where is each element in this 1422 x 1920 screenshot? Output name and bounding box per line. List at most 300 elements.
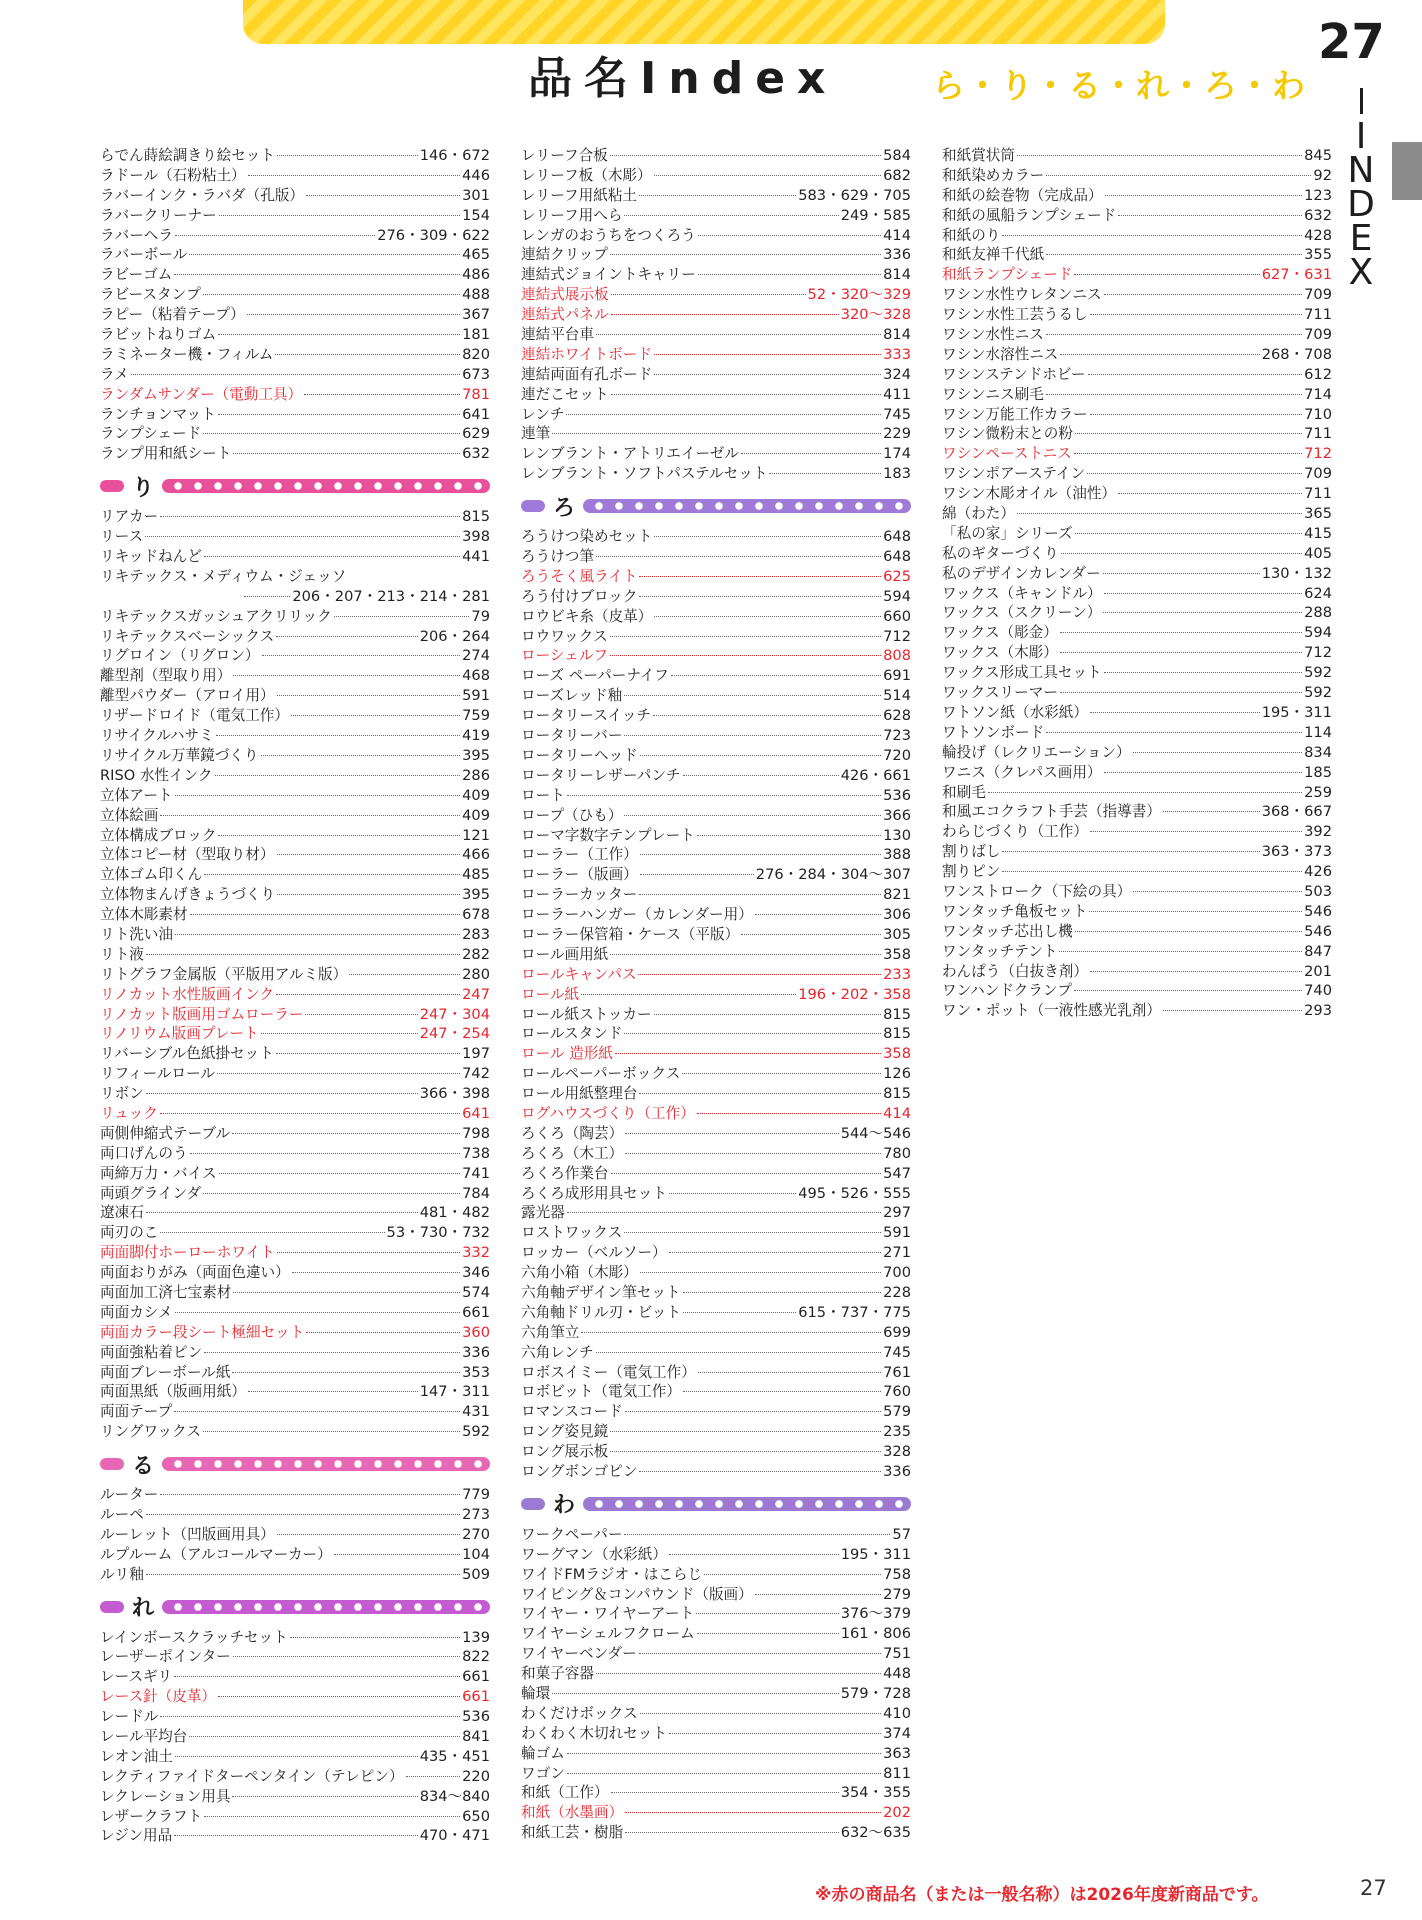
index-entry — [100, 1826, 490, 1846]
entry-name: ろくろ（陶芸） — [521, 1124, 624, 1142]
dot-leader — [131, 374, 460, 375]
entry-page: 79 — [471, 607, 490, 625]
entry-page: 594 — [883, 587, 911, 605]
entry-name: レンブラント・アトリエイーゼル — [521, 445, 739, 463]
entry-page: 409 — [462, 786, 490, 804]
entry-name: ワイドFMラジオ・はこらじ — [521, 1565, 703, 1583]
dot-leader — [611, 394, 882, 395]
index-entry — [521, 226, 911, 246]
dot-leader — [610, 636, 881, 637]
index-entry — [942, 643, 1332, 663]
entry-name: ルプルーム（アルコールマーカー） — [100, 1545, 332, 1563]
entry-page: 624 — [1304, 584, 1332, 602]
entry-page: 305 — [883, 925, 911, 943]
dot-leader — [1104, 294, 1303, 295]
dot-leader — [276, 636, 417, 637]
dot-leader — [189, 254, 460, 255]
dot-leader — [305, 1014, 417, 1015]
entry-name: 輪環 — [521, 1685, 551, 1703]
dot-leader — [1075, 533, 1303, 534]
dot-leader — [290, 1637, 460, 1638]
entry-name: 連結式パネル — [521, 306, 609, 324]
index-entry-new — [521, 305, 911, 325]
index-entry — [521, 587, 911, 607]
index-entry — [100, 265, 490, 285]
entry-name: リュック — [100, 1104, 158, 1122]
index-entry — [100, 166, 490, 186]
entry-page: 625 — [883, 567, 911, 585]
index-entry — [521, 746, 911, 766]
dot-leader — [204, 874, 460, 875]
dot-leader — [596, 334, 881, 335]
dot-leader — [624, 695, 881, 696]
entry-page: 161・806 — [840, 1625, 911, 1643]
index-entry — [100, 1283, 490, 1303]
vertical-bar — [1360, 88, 1363, 114]
index-entry — [521, 385, 911, 405]
index-column-3 — [942, 146, 1332, 1021]
dot-leader — [639, 1471, 881, 1472]
entry-name: ロールペーパーボックス — [521, 1065, 681, 1083]
entry-name: リース — [100, 528, 144, 546]
index-entry — [942, 325, 1332, 345]
dot-leader — [175, 1756, 418, 1757]
entry-name: 両面黒紙（版画用紙） — [100, 1383, 246, 1401]
dot-leader — [204, 1352, 460, 1353]
entry-name: レジン用品 — [100, 1827, 173, 1845]
entry-name: ロート — [521, 786, 565, 804]
section-header — [521, 486, 911, 526]
dot-leader — [669, 1193, 796, 1194]
entry-page: 632 — [462, 445, 490, 463]
dot-leader — [567, 795, 881, 796]
entry-page: 274 — [462, 647, 490, 665]
dot-leader — [611, 1792, 839, 1793]
side-tab[interactable] — [1392, 142, 1422, 200]
index-entry — [100, 806, 490, 826]
entry-page: 328 — [883, 1443, 911, 1461]
entry-page: 268・708 — [1261, 345, 1332, 363]
dot-leader — [203, 433, 460, 434]
entry-name: リノカット版画用ゴムローラー — [100, 1005, 304, 1023]
entry-page: 641 — [462, 405, 490, 423]
entry-page: 592 — [462, 1423, 490, 1441]
section-header — [100, 466, 490, 506]
entry-name: ローラー保管箱・ケース（平版） — [521, 925, 740, 943]
entry-name: リバーシブル色紙掛セット — [100, 1045, 274, 1063]
entry-name: ワンストローク（下絵の具） — [942, 882, 1132, 900]
dot-leader — [233, 675, 460, 676]
dot-leader — [596, 1352, 882, 1353]
dot-leader — [639, 1093, 881, 1094]
dot-leader — [669, 1733, 881, 1734]
entry-page: 247・254 — [419, 1025, 490, 1043]
index-entry — [942, 802, 1332, 822]
index-entry — [521, 1164, 911, 1184]
entry-name: 立体物まんげきょうづくり — [100, 886, 276, 904]
entry-name: 両面テープ — [100, 1403, 173, 1421]
entry-page: 648 — [883, 548, 911, 566]
entry-page: 376〜379 — [840, 1605, 911, 1623]
index-entry — [521, 865, 911, 885]
entry-name: ワトソンボード — [942, 723, 1045, 741]
dot-leader — [175, 934, 460, 935]
index-entry — [942, 385, 1332, 405]
index-entry — [521, 444, 911, 464]
dot-leader — [610, 954, 881, 955]
index-entry — [100, 627, 490, 647]
dot-leader — [1074, 990, 1302, 991]
dot-leader — [1090, 414, 1303, 415]
entry-name: レール平均台 — [100, 1728, 188, 1746]
dot-leader — [292, 1272, 460, 1273]
section-letter: わ — [553, 1493, 576, 1519]
entry-page: 612 — [1304, 365, 1332, 383]
dot-leader — [639, 894, 881, 895]
entry-page: 270 — [462, 1525, 490, 1543]
dot-leader — [1090, 314, 1303, 315]
entry-name: 和紙（水墨画） — [521, 1804, 624, 1822]
index-entry — [100, 1787, 490, 1807]
entry-name: ラメ — [100, 365, 129, 383]
dot-leader — [1061, 553, 1303, 554]
dot-leader — [160, 815, 460, 816]
dot-leader — [190, 1153, 461, 1154]
dot-leader — [552, 1693, 838, 1694]
entry-name: 連結ホワイトボード — [521, 345, 652, 363]
index-entry — [521, 1303, 911, 1323]
entry-name: ワックス（キャンドル） — [942, 584, 1102, 602]
index-entry — [100, 1203, 490, 1223]
entry-name: ラバークリーナー — [100, 206, 217, 224]
dot-leader — [175, 235, 375, 236]
dot-leader — [611, 314, 839, 315]
entry-page: 661 — [462, 1668, 490, 1686]
index-entry — [521, 365, 911, 385]
entry-page: 283 — [462, 925, 490, 943]
dot-leader — [683, 775, 839, 776]
index-entry-new — [521, 965, 911, 985]
dot-leader — [1089, 911, 1302, 912]
entry-page: 632 — [1304, 206, 1332, 224]
dot-leader — [219, 215, 460, 216]
entry-page: 808 — [883, 647, 911, 665]
entry-name: リアカー — [100, 508, 159, 526]
index-entry — [100, 186, 490, 206]
dot-leader — [610, 254, 881, 255]
index-entry — [521, 325, 911, 345]
index-entry — [100, 424, 490, 444]
dot-leader — [277, 1252, 460, 1253]
dot-leader — [1002, 235, 1302, 236]
entry-page: 336 — [462, 1343, 490, 1361]
dot-leader — [406, 1776, 461, 1777]
index-entry — [100, 686, 490, 706]
entry-page: 579 — [883, 1403, 911, 1421]
index-entry — [521, 1184, 911, 1204]
entry-name: レードル — [100, 1708, 159, 1726]
entry-name: ワークペーパー — [521, 1525, 623, 1543]
index-entry — [521, 1422, 911, 1442]
entry-page: 410 — [883, 1704, 911, 1722]
entry-name: ロール 造形紙 — [521, 1045, 613, 1063]
index-entry — [100, 444, 490, 464]
entry-page: 691 — [883, 667, 911, 685]
entry-page: 333 — [883, 345, 911, 363]
index-entry — [521, 464, 911, 484]
index-entry — [521, 1462, 911, 1482]
index-entry — [521, 1084, 911, 1104]
dot-leader — [1060, 652, 1302, 653]
dot-leader — [216, 735, 460, 736]
entry-page: 367 — [462, 306, 490, 324]
entry-page: 368・667 — [1261, 803, 1332, 821]
entry-page: 276・284・304〜307 — [755, 866, 911, 884]
entry-page: 814 — [883, 326, 911, 344]
index-entry-new — [521, 646, 911, 666]
index-entry — [100, 547, 490, 567]
dot-leader — [988, 792, 1302, 793]
entry-name: ワニス（クレパス画用） — [942, 763, 1102, 781]
entry-name: ワシン微粉末との粉 — [942, 425, 1073, 443]
index-entry — [942, 464, 1332, 484]
index-entry — [521, 1783, 911, 1803]
dot-leader — [654, 175, 882, 176]
dot-leader — [640, 854, 881, 855]
index-entry — [521, 845, 911, 865]
index-entry — [100, 587, 490, 607]
dot-leader — [277, 695, 461, 696]
dot-leader — [567, 1773, 881, 1774]
entry-name: ワシン万能工作カラー — [942, 405, 1088, 423]
dot-leader — [625, 1153, 881, 1154]
entry-name: リキテックスベーシックス — [100, 627, 275, 645]
entry-name: ワイヤーシェルフクローム — [521, 1625, 695, 1643]
index-entry — [100, 786, 490, 806]
entry-name: ロールキャンパス — [521, 965, 637, 983]
entry-page: 629 — [462, 425, 490, 443]
entry-name: レクレーション用具 — [100, 1787, 231, 1805]
entry-page: 395 — [462, 746, 490, 764]
entry-name: 離型剤（型取り用） — [100, 667, 232, 685]
index-entry — [521, 905, 911, 925]
dot-leader — [1090, 831, 1302, 832]
entry-page: 495・526・555 — [798, 1184, 911, 1202]
entry-name: レリーフ板（木彫） — [521, 166, 652, 184]
index-entry — [100, 1747, 490, 1767]
dot-leader — [244, 596, 290, 597]
dot-leader — [1060, 632, 1302, 633]
index-entry — [100, 865, 490, 885]
index-entry — [521, 826, 911, 846]
entry-name: 「私の家」シリーズ — [942, 524, 1073, 542]
index-entry — [100, 1363, 490, 1383]
entry-name: わくわく木切れセット — [521, 1724, 667, 1742]
index-entry — [100, 527, 490, 547]
entry-page: 673 — [462, 365, 490, 383]
entry-name: わらじづくり（工作） — [942, 823, 1088, 841]
dot-leader — [624, 215, 838, 216]
dot-leader — [683, 1391, 881, 1392]
index-entry — [521, 1565, 911, 1585]
entry-name: ローラー（工作） — [521, 846, 638, 864]
entry-name: レンブラント・ソフトパステルセット — [521, 465, 768, 483]
dot-leader — [146, 1574, 460, 1575]
dot-leader — [625, 1133, 839, 1134]
entry-page: 366 — [883, 806, 911, 824]
entry-page: 627・631 — [1261, 266, 1332, 284]
section-letter: り — [132, 475, 155, 501]
entry-name: ロストワックス — [521, 1224, 623, 1242]
entry-name: リフィールロール — [100, 1065, 215, 1083]
index-entry — [521, 1243, 911, 1263]
entry-page: 249・585 — [840, 206, 911, 224]
index-entry — [100, 405, 490, 425]
dot-leader — [697, 1113, 881, 1114]
entry-page: 360 — [462, 1323, 490, 1341]
dot-leader — [203, 1431, 460, 1432]
dot-leader — [1046, 334, 1302, 335]
entry-page: 486 — [462, 266, 490, 284]
entry-page: 411 — [883, 385, 911, 403]
dot-leader — [277, 1534, 460, 1535]
entry-page: 546 — [1304, 902, 1332, 920]
entry-name: ラビースタンプ — [100, 286, 201, 304]
index-entry — [521, 1704, 911, 1724]
dot-leader — [218, 1696, 460, 1697]
index-entry — [100, 1124, 490, 1144]
index-entry — [942, 603, 1332, 623]
entry-name: 和紙のり — [942, 226, 1001, 244]
vertical-index-letter: E — [1349, 218, 1373, 259]
entry-page: 466 — [462, 846, 490, 864]
entry-name: ワックスリーマー — [942, 684, 1058, 702]
index-entry — [942, 683, 1332, 703]
entry-name: ワイヤーベンダー — [521, 1645, 637, 1663]
entry-name: 両面カシメ — [100, 1303, 173, 1321]
index-entry — [521, 786, 911, 806]
index-entry — [942, 524, 1332, 544]
entry-name: ろう付けブロック — [521, 587, 638, 605]
dot-leader — [204, 556, 460, 557]
entry-page: 503 — [1304, 882, 1332, 900]
index-entry — [521, 1402, 911, 1422]
entry-name: 両面加工済七宝素材 — [100, 1283, 232, 1301]
entry-page: 759 — [462, 707, 490, 725]
dot-leader — [610, 1451, 881, 1452]
index-entry — [521, 1442, 911, 1462]
page-number: 27 — [1360, 1876, 1387, 1900]
entry-page: 761 — [883, 1363, 911, 1381]
dot-leader — [625, 1411, 881, 1412]
entry-name: リキテックス・メディウム・ジェッソ — [100, 567, 347, 585]
kana-range: ら・り・る・れ・ろ・わ — [932, 66, 1306, 105]
entry-name: ラバーインク・ラバダ（孔版） — [100, 186, 305, 204]
dot-leader — [654, 616, 881, 617]
dot-leader — [203, 294, 460, 295]
section-pill — [100, 1601, 124, 1613]
index-entry — [100, 1144, 490, 1164]
entry-name: 露光器 — [521, 1204, 565, 1222]
entry-page: 742 — [462, 1065, 490, 1083]
index-entry — [100, 1707, 490, 1727]
dot-leader — [610, 655, 881, 656]
index-entry — [521, 607, 911, 627]
entry-page: 815 — [462, 508, 490, 526]
entry-name: ろくろ（木工） — [521, 1144, 624, 1162]
entry-name: 両面脚付ホーローホワイト — [100, 1244, 275, 1262]
entry-name: 両面おりがみ（両面色違い） — [100, 1264, 290, 1282]
section-pill — [100, 1458, 124, 1470]
index-entry — [100, 325, 490, 345]
dot-leader — [233, 1656, 460, 1657]
dot-leader — [232, 1372, 460, 1373]
index-entry — [100, 1402, 490, 1422]
entry-name: 両側伸縮式テーブル — [100, 1124, 231, 1142]
entry-page: 435・451 — [419, 1747, 490, 1765]
dot-leader — [581, 994, 796, 995]
entry-name: ラミネーター機・フィルム — [100, 345, 274, 363]
entry-page: 398 — [462, 528, 490, 546]
entry-page: 660 — [883, 607, 911, 625]
index-entry — [100, 607, 490, 627]
entry-name: レザークラフト — [100, 1807, 203, 1825]
entry-page: 355 — [1304, 246, 1332, 264]
entry-page: 57 — [892, 1525, 911, 1543]
entry-page: 196・202・358 — [798, 985, 911, 1003]
dot-leader — [217, 1073, 460, 1074]
entry-page: 723 — [883, 727, 911, 745]
dot-leader — [624, 1534, 890, 1535]
dot-leader — [1046, 394, 1302, 395]
dot-leader — [1075, 931, 1302, 932]
entry-page: 481・482 — [419, 1204, 490, 1222]
dot-leader — [697, 1633, 839, 1634]
vertical-index-label — [1345, 86, 1377, 293]
entry-page: 415 — [1304, 524, 1332, 542]
section-dotted-band — [162, 1600, 490, 1614]
section-header — [521, 1484, 911, 1524]
index-entry — [521, 1604, 911, 1624]
entry-page: 336 — [883, 246, 911, 264]
section-letter: れ — [132, 1596, 155, 1622]
index-entry — [942, 882, 1332, 902]
index-entry — [942, 783, 1332, 803]
index-entry — [100, 766, 490, 786]
entry-name: ワックス（木彫） — [942, 644, 1058, 662]
entry-name: 和風エコクラフト手芸（指導書） — [942, 803, 1161, 821]
entry-name: ロータリーレザーパンチ — [521, 766, 681, 784]
entry-page: 720 — [883, 746, 911, 764]
entry-page: 547 — [883, 1164, 911, 1182]
entry-name: ワイヤー・ワイヤーアート — [521, 1605, 695, 1623]
entry-page: 834〜840 — [419, 1787, 490, 1805]
entry-page: 273 — [462, 1506, 490, 1523]
entry-page: 514 — [883, 687, 911, 705]
entry-page: 485 — [462, 866, 490, 884]
dot-leader — [639, 576, 881, 577]
index-entry — [100, 345, 490, 365]
entry-page: 615・737・775 — [798, 1303, 911, 1321]
dot-leader — [174, 1411, 460, 1412]
entry-page: 201 — [1304, 962, 1332, 980]
dot-leader — [638, 974, 881, 975]
entry-page: 583・629・705 — [798, 186, 911, 204]
section-pill — [521, 1498, 545, 1510]
entry-name: ワトソン紙（水彩紙） — [942, 703, 1088, 721]
entry-page: 346 — [462, 1264, 490, 1282]
entry-page: 661 — [462, 1303, 490, 1321]
